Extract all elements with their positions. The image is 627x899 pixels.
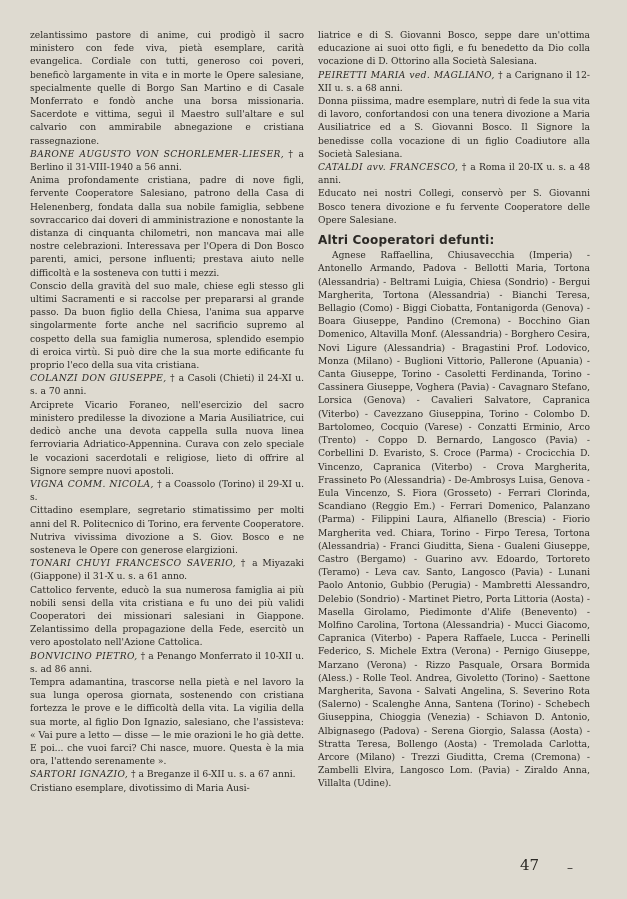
death-info: † a Breganze il 6-XII u. s. a 67 anni.	[128, 770, 296, 781]
opening-paragraph: zelantissimo pastore di anime, cui prodigò il sacro ministero con fede viva, pietà esemplare, carità evangelica. Cordiale con tutti, generoso coi poveri, beneficò largamente in vita e in morte le Opere salesiane, specialmente quelle di Borgo San Martino e di Casale Monferrato e fondò anche una borsa missionaria. Sacerdote e vittima, seguì il Maestro sull'altare e sul calvario con ammirabile abnegazione e cristiana rassegnazione.	[30, 31, 304, 147]
deceased-name: TONARI CHUYI FRANCESCO SAVERIO,	[30, 559, 236, 570]
death-info: † a Miyazaki (Giappone) il 31-X u. s. a 61 anno.	[30, 559, 304, 583]
deceased-list: Agnese Raffaellina, Chiusavecchia (Imperia) - Antonello Armando, Padova - Bellotti Maria, Tortona (Alessandria) - Beltrami Luigia, Chiesa (Sondrio) - Bergui Margherita, Tortona (Alessandria) - Bianchi Teresa, Bellagio (Como) - Biggi Ciobatta, Fontanigorda (Genova) - Boara Giuseppe, Pandino (Cremona) - Bocchino Gian Domenico, Altavilla Monf. (Alessandria) - Borghero Cesira, Novi Ligure (Alessandria) - Bragastini Prof. Lodovico, Monza (Milano) - Buglioni Vittorio, Pallerone (Apuania) - Canta Giuseppe, Torino - Casoletti Ferdinanda, Torino - Cassinera Giuseppe, Voghera (Pavia) - Cavagnaro Stefano, Lorsica (Genova) - Cavalieri Salvatore, Capranica (Viterbo) - Cavezzano Giuseppina, Torino - Colombo D. Bartolomeo, Cocquio (Varese) - Conzatti Erminio, Arco (Trento) - Coppo D. Bernardo, Langosco (Pavia) - Corbellini D. Evaristo, S. Croce (Parma) - Crocicchia D. Vincenzo, Capranica (Viterbo) - Crova Margherita, Frassineto Po (Alessandria) - De-Ambrosys Luisa, Genova - Eula Vincenzo, S. Fiora (Grosseto) - Ferrari Clorinda, Scandiano (Reggio Em.) - Ferrari Domenico, Palanzano (Parma) - Filippini Laura, Alfianello (Brescia) - Fiorio Margherita ved. Chiara, Torino - Firpo Teresa, Tortona (Alessandria) - Franci Giuditta, Siena - Gualeni Giuseppe, Castro (Bergamo) - Guarino avv. Edoardo, Tortoreto (Teramo) - Leva cav. Santo, Langosco (Pavia) - Lunani Paolo Antonio, Gubbio (Perugia) - Mambretti Alessandro, Delebio (Sondrio) - Martinet Pietro, Porta Littoria (Aosta) - Masella Girolamo, Piedimonte d'Alife (Benevento) - Molfino Carolina, Tortona (Alessandria) - Mucci Giacomo, Capranica (Viterbo) - Papera Raffaele, Lucca - Perinelli Federico, S. Michele Extra (Verona) - Pernigo Giuseppe, Marzano (Verona) - Rizzo Pasquale, Orsara Bormida (Aless.) - Rolle Teol. Andrea, Givoletto (Torino) - Saettone Margherita, Savona - Salvati Angelina, S. Severino Rota (Salerno) - Scalenghe Anna, Santena (Torino) - Schebech Giuseppina, Chioggia (Venezia) - Schiavon D. Antonio, Albignasego (Padova) - Serena Giorgio, Salassa (Aosta) - Stratta Teresa, Bollengo (Aosta) - Tremolada Carlotta, Arcore (Milano) - Trezzi Giuditta, Crema (Cremona) - Zambelli Elvira, Langosco Lom. (Pavia) - Ziraldo Anna, Villalta (Udine).	[318, 251, 590, 790]
death-info: † a Casoli (Chieti) il 24-XI u. s. a 70 anni.	[30, 374, 304, 398]
footer-dash: –	[567, 861, 573, 875]
obituary-entry	[30, 651, 304, 677]
obituary-entry	[30, 479, 304, 505]
deceased-name: CATALDI avv. FRANCESCO,	[318, 163, 459, 174]
death-info: † a Roma il 20-IX u. s. a 48 anni.	[318, 163, 590, 187]
obituary-entry	[30, 769, 304, 782]
death-info: † a Penango Monferrato il 10-XII u. s. ad 86 anni.	[30, 651, 304, 675]
deceased-name: VIGNA COMM. NICOLA,	[30, 479, 154, 490]
obituary-text: Cattolico fervente, educò la sua numerosa famiglia ai più nobili sensi della vita cristiana e fu uno dei più validi Cooperatori dei missionari salesiani in Giappone. Zelantissimo della propagazione della Fede, esercitò un vero apostolato nell'Azione Cattolica.	[30, 585, 304, 649]
obituary-text: Conscio della gravità del suo male, chiese egli stesso gli ultimi Sacramenti e si raccolse per prepararsi al grande passo. Da buon figlio della Chiesa, l'anima sua apparve singolarmente forte anche nel sacrificio supremo al cospetto della sua famiglia numerosa, splendido esempio di eroica virtù. Si può dire che la sua morte edificante fu proprio l'eco della sua vita cristiana.	[30, 281, 304, 372]
left-column	[30, 30, 304, 796]
obituary-text: Educato nei nostri Collegi, conservò per S. Giovanni Bosco tenera divozione e fu fervente Cooperatore delle Opere Salesiane.	[318, 189, 590, 226]
deceased-name: PEIRETTI MARIA ved. MAGLIANO,	[318, 70, 495, 81]
obituary-text: Donna piissima, madre esemplare, nutrì di fede la sua vita di lavoro, confortandosi con una tenera divozione a Maria Ausiliatrice ed a S. Giovanni Bosco. Il Signore la benedisse colla vocazione di un figlio Coadiutore alla Società Salesiana.	[318, 97, 590, 160]
obituary-entry	[30, 149, 304, 175]
obituary-text: Tempra adamantina, trascorse nella pietà e nel lavoro la sua lunga operosa giornata, sostenendo con cristiana fortezza le prove e le difficoltà della vita. La vigilia della sua morte, al figlio Don Ignazio, salesiano, che l'assisteva: « Vai pure a letto — disse — le mie orazioni le ho già dette. E poi... che vuoi farci? Chi nasce, muore. Questa è la mia ora, l'attendo serenamente ».	[30, 677, 304, 768]
obituary-text: Anima profondamente cristiana, padre di nove figli, fervente Cooperatore Salesiano, patrono della Casa di Helenenberg, fondata dalla sua nobile famiglia, sebbene sovraccarico dai doveri di amministrazione e nonostante la distanza di cinquanta chilometri, non mancava mai alle nostre celebrazioni. Interessava per l'Opera di Don Bosco parenti, amici, persone influenti; prestava aiuto nelle difficoltà e la sosteneva con tutti i mezzi.	[30, 176, 304, 279]
obituary-entry	[318, 162, 590, 188]
obituary-entry	[318, 70, 590, 96]
deceased-name: COLANZI DON GIUSEPPE,	[30, 374, 167, 385]
deceased-name: BARONE AUGUSTO VON SCHORLEMER-LIESER,	[30, 149, 285, 160]
deceased-name: SARTORI IGNAZIO,	[30, 770, 129, 781]
continued-paragraph: liatrice e di S. Giovanni Bosco, seppe dare un'ottima educazione ai suoi otto figli, e fu benedetto da Dio colla vocazione di D. Ottorino alla Società Salesiana.	[318, 31, 590, 68]
death-info: † a Berlino il 31-VIII-1940 a 56 anni.	[30, 149, 304, 174]
death-info: † a Coassolo (Torino) il 29-XI u. s.	[30, 479, 304, 504]
death-info: † a Carignano il 12-XII u. s. a 68 anni.	[318, 70, 590, 94]
right-column	[318, 30, 590, 792]
obituary-entry	[30, 558, 304, 584]
section-heading: Altri Cooperatori defunti:	[318, 233, 495, 248]
deceased-name: BONVICINO PIETRO,	[30, 651, 138, 662]
obituary-text: Cristiano esemplare, divotissimo di Maria Ausi-	[30, 783, 250, 794]
obituary-entry	[30, 373, 304, 399]
obituary-text: Arciprete Vicario Foraneo, nell'esercizio del sacro ministero predilesse la divozione a Maria Ausiliatrice, cui dedicò anche una devota cappella sulla nuova linea ferroviaria Adriatico-Appennina. Curava con zelo speciale le vocazioni sacerdotali e religiose, lieto di offrire al Signore sempre nuovi apostoli.	[30, 400, 304, 477]
page-number: 47	[520, 856, 540, 874]
obituary-text: Cittadino esemplare, segretario stimatissimo per molti anni del R. Politecnico di Torino, era fervente Cooperatore. Nutriva vivissima divozione a S. Giov. Bosco e ne sosteneva le Opere con generose elargizioni.	[30, 506, 304, 556]
